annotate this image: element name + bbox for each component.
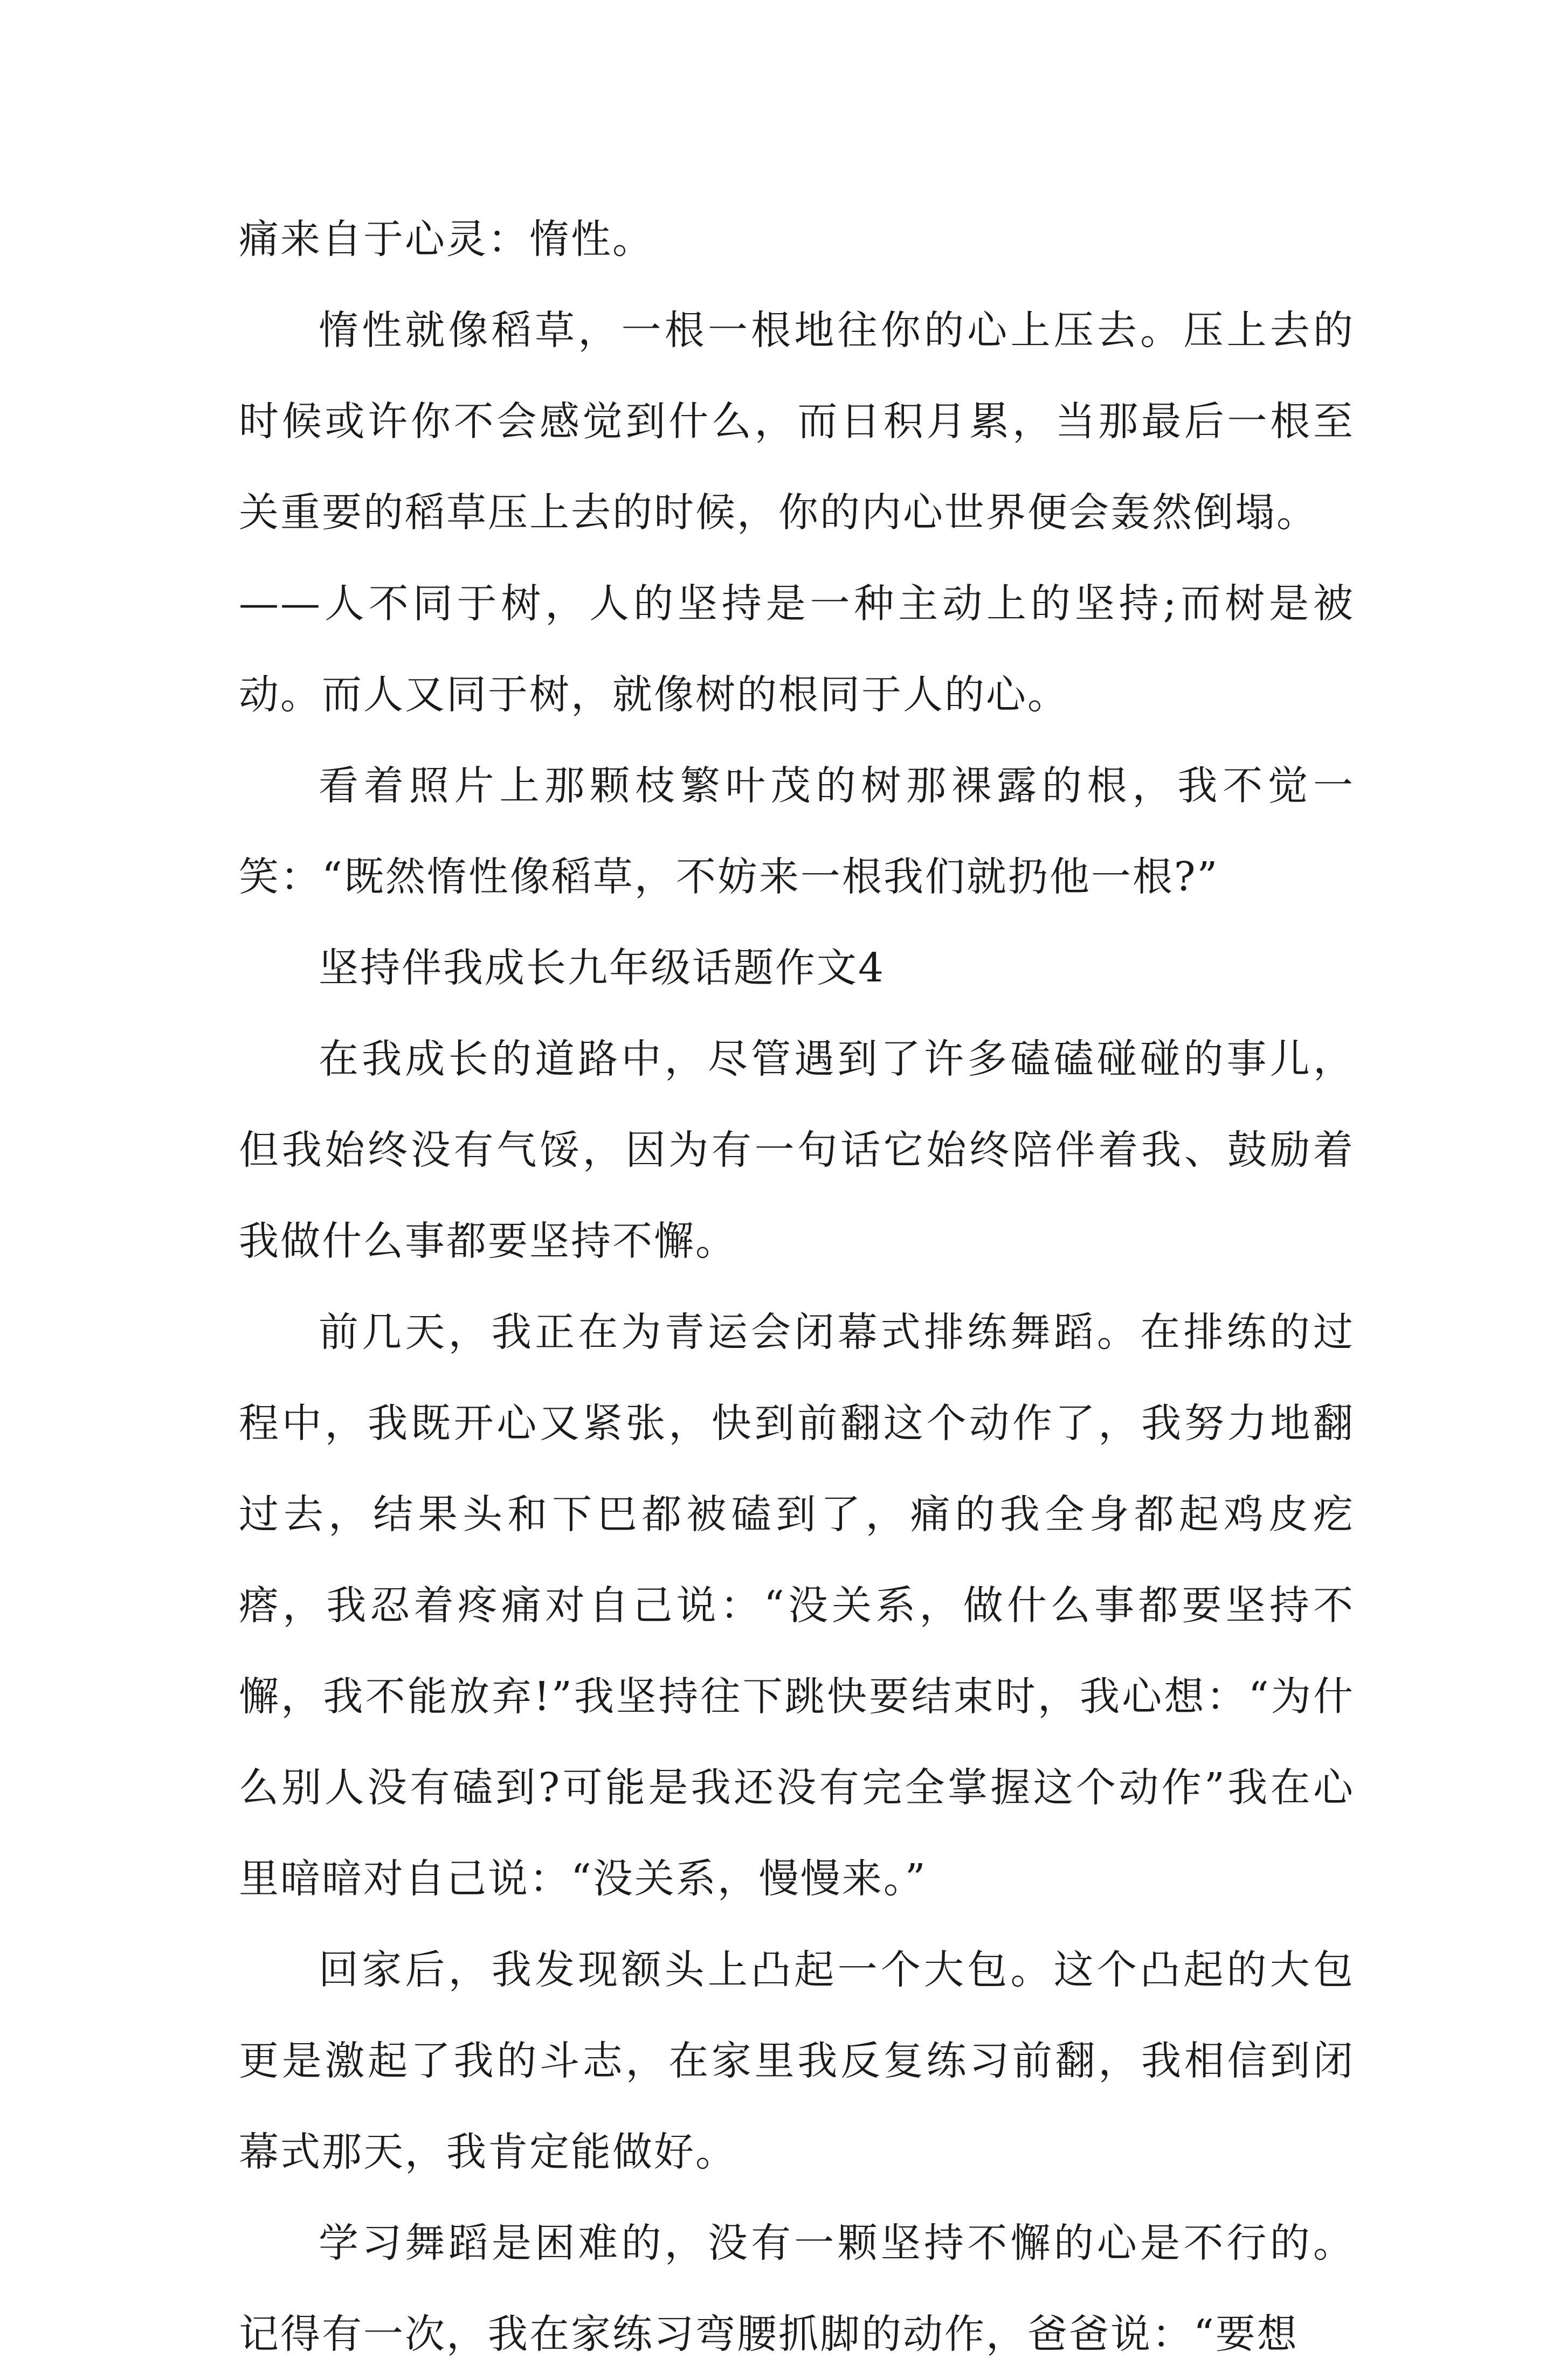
section-heading: 坚持伴我成长九年级话题作文4 <box>319 945 886 991</box>
paragraph-4: 看着照片上那颗枝繁叶茂的树那裸露的根，我不觉一笑：“既然惰性像稻草，不妨来一根我们就扔他一根?” <box>239 763 1355 900</box>
paragraph-6: 前几天，我正在为青运会闭幕式排练舞蹈。在排练的过程中，我既开心又紧张，快到前翻这个动作了，我努力地翻过去，结果头和下巴都被磕到了，痛的我全身都起鸡皮疙瘩，我忍着疼痛对自己说：“没关系，做什么事都要坚持不懈，我不能放弃!”我坚持往下跳快要结束时，我心想：“为什么别人没有磕到?可能是我还没有完全掌握这个动作”我在心里暗暗对自己说：“没关系，慢慢来。” <box>239 1309 1355 1902</box>
paragraph-5: 在我成长的道路中，尽管遇到了许多磕磕碰碰的事儿，但我始终没有气馁，因为有一句话它始终陪伴着我、鼓励着我做什么事都要坚持不懈。 <box>239 1036 1355 1264</box>
paragraph-8: 学习舞蹈是困难的，没有一颗坚持不懈的心是不行的。记得有一次，我在家练习弯腰抓脚的动作，爸爸说：“要想 <box>239 2220 1355 2357</box>
document-body <box>239 194 1355 2380</box>
paragraph-3: ——人不同于树，人的坚持是一种主动上的坚持;而树是被动。而人又同于树，就像树的根同于人的心。 <box>239 580 1355 718</box>
paragraph-7: 回家后，我发现额头上凸起一个大包。这个凸起的大包更是激起了我的斗志，在家里我反复练习前翻，我相信到闭幕式那天，我肯定能做好。 <box>239 1947 1355 2175</box>
paragraph-1: 痛来自于心灵：惰性。 <box>239 216 654 262</box>
paragraph-2: 惰性就像稻草，一根一根地往你的心上压去。压上去的时候或许你不会感觉到什么，而日积月累，当那最后一根至关重要的稻草压上去的时候，你的内心世界便会轰然倒塌。 <box>239 307 1355 536</box>
